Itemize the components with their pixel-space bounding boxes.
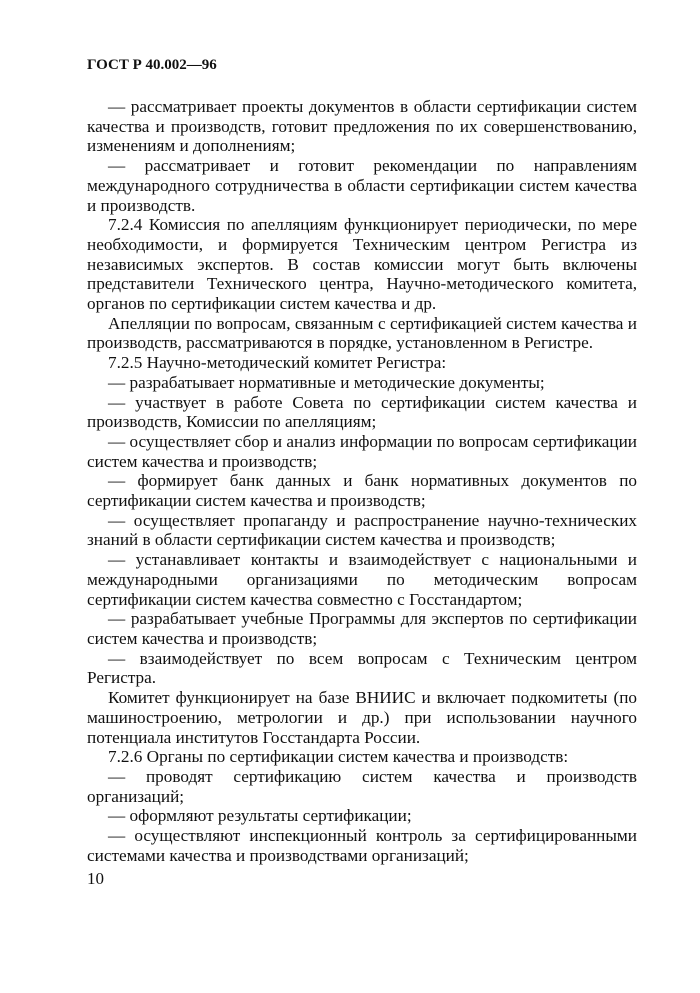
paragraph: 7.2.4 Комиссия по апелляциям функционирует периодически, по мере необходимости, и формируется Техническим центром Регистра из независимых экспертов. В состав комиссии могут быть включены представители Технического центра, Научно-методического комитета, органов по сертификации систем качества и др. [87, 215, 637, 314]
paragraph: — разрабатывает учебные Программы для экспертов по сертификации систем качества и производств; [87, 609, 637, 648]
page-number: 10 [87, 869, 104, 888]
paragraph: — разрабатывает нормативные и методические документы; [108, 372, 545, 392]
paragraph: — взаимодействует по всем вопросам с Техническим центром Регистра. [87, 648, 637, 688]
paragraph: — формирует банк данных и банк нормативных документов по сертификации систем качества и производств; [87, 471, 637, 511]
paragraph: — осуществляет пропаганду и распространение научно-технических знаний в области сертификации систем качества и производств; [87, 510, 637, 550]
paragraph: — проводят сертификацию систем качества и производств организаций; [87, 766, 637, 806]
document-code-header: ГОСТ Р 40.002—96 [87, 57, 217, 73]
paragraph: — осуществляют инспекционный контроль за сертифицированными системами качества и производствами организаций; [87, 826, 637, 865]
paragraph: 7.2.6 Органы по сертификации систем качества и производств: [108, 747, 569, 767]
paragraph: — рассматривает проекты документов в области сертификации систем качества и производств, готовит предложения по их совершенствованию, изменениям и дополнениям; [87, 97, 637, 156]
paragraph: — оформляют результаты сертификации; [108, 806, 412, 826]
paragraph: Апелляции по вопросам, связанным с сертификацией систем качества и производств, рассматриваются в порядке, установленном в Регистре. [87, 313, 637, 353]
paragraph: — осуществляет сбор и анализ информации по вопросам сертификации систем качества и производств; [87, 431, 637, 471]
document-body [87, 97, 637, 865]
paragraph: — участвует в работе Совета по сертификации систем качества и производств, Комиссии по апелляциям; [87, 392, 637, 432]
paragraph: — устанавливает контакты и взаимодействует с национальными и международными организациями по методическим вопросам сертификации систем качества совместно с Госстандартом; [87, 550, 637, 609]
paragraph: 7.2.5 Научно-методический комитет Регистра: [108, 353, 447, 373]
paragraph: — рассматривает и готовит рекомендации по направлениям международного сотрудничества в области сертификации систем качества и производств. [87, 156, 637, 215]
paragraph: Комитет функционирует на базе ВНИИС и включает подкомитеты (по машиностроению, метрологии и др.) при использовании научного потенциала институтов Госстандарта России. [87, 688, 637, 747]
